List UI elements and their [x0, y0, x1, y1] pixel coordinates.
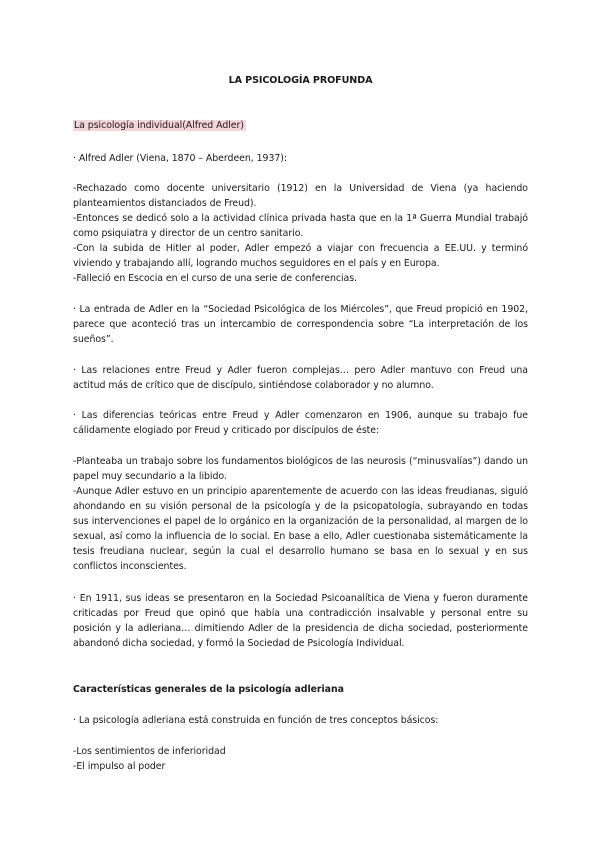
concepts-list — [73, 744, 528, 774]
differences-list — [73, 454, 528, 574]
paragraph-society: · La entrada de Adler en la “Sociedad Psicológica de los Miércoles”, que Freud propició en 1902, parece que aconteció tras un intercambio de correspondencia sobre “La interpretación de los sueños”. — [73, 304, 528, 345]
characteristics-heading: Características generales de la psicología adleriana — [73, 684, 344, 695]
difference-point: -Planteaba un trabajo sobre los fundamentos biológicos de las neurosis (“minusvalías”) dando un papel muy secundario a la libido. — [73, 456, 528, 482]
paragraph-1911: · En 1911, sus ideas se presentaron en la Sociedad Psicoanalítica de Viena y fueron duramente criticadas por Freud que opinó que había una contradicción insalvable y personal entre su posición y la adleriana… dimitiendo Adler de la presidencia de dicha sociedad, posteriormente abandonó dicha sociedad, y formó la Sociedad de Psicología Individual. — [73, 593, 528, 649]
bio-point: -Entonces se dedicó solo a la actividad clínica privada hasta que en la 1ª Guerra Mundial trabajó como psiquiatra y director de un centro sanitario. — [73, 213, 528, 239]
page-title: LA PSICOLOGÍA PROFUNDA — [228, 75, 373, 86]
section-heading: La psicología individual(Alfred Adler) — [74, 120, 244, 131]
paragraph-differences: · Las diferencias teóricas entre Freud y Adler comenzaron en 1906, aunque su trabajo fue cálidamente elogiado por Freud y criticado por discípulos de éste: — [73, 410, 528, 436]
concept-item: -Los sentimientos de inferioridad — [73, 746, 226, 757]
concept-item: -El impulso al poder — [73, 761, 166, 772]
bio-point: -Con la subida de Hitler al poder, Adler empezó a viajar con frecuencia a EE.UU. y terminó viviendo y trabajando allí, logrando muchos seguidores en el país y en Europa. — [73, 243, 528, 269]
intro-line: · Alfred Adler (Viena, 1870 – Aberdeen, 1937): — [73, 153, 288, 164]
section-heading-wrapper — [73, 118, 528, 133]
document-page — [73, 0, 528, 848]
difference-point: -Aunque Adler estuvo en un principio aparentemente de acuerdo con las ideas freudianas, siguió ahondando en su visión personal de la psicología y de la psicopatología, subrayando en todas sus intervenciones el papel de lo orgánico en la organización de la personalidad, al margen de lo sexual, así como la influencia de lo social. En base a ello, Adler cuestionaba sistemáticamente la tesis freudiana nuclear, según la cual el desarrollo humano se basa en lo sexual y en sus conflictos inconscientes. — [73, 486, 528, 572]
bio-list — [73, 181, 528, 286]
characteristics-intro: · La psicología adleriana está construida en función de tres conceptos básicos: — [73, 715, 439, 726]
bio-point: -Rechazado como docente universitario (1912) en la Universidad de Viena (ya haciendo planteamientos distanciados de Freud). — [73, 183, 528, 209]
bio-point: -Falleció en Escocia en el curso de una serie de conferencias. — [73, 273, 357, 284]
paragraph-relations: · Las relaciones entre Freud y Adler fueron complejas… pero Adler mantuvo con Freud una actitud más de crítico que de discípulo, sintiéndose colaborador y no alumno. — [73, 365, 528, 391]
